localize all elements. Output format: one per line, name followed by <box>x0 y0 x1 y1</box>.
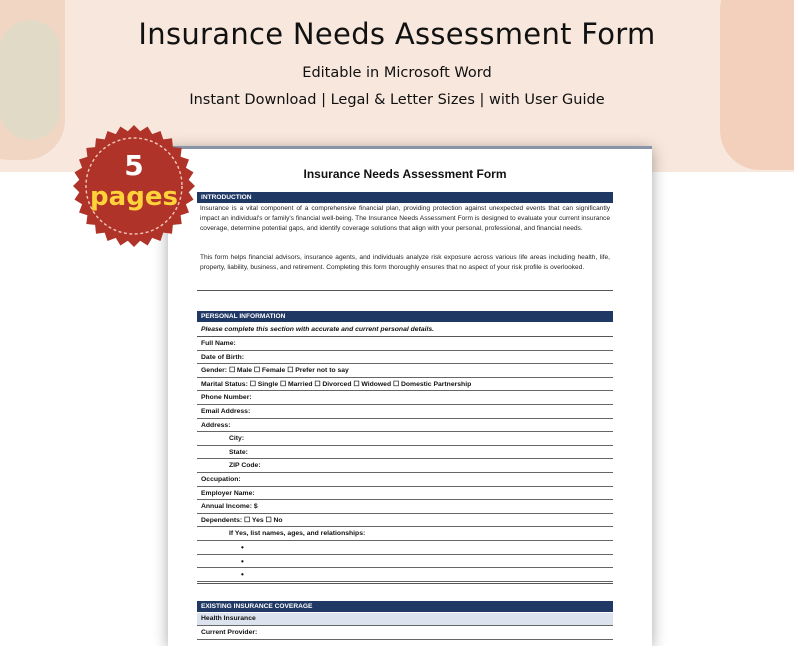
product-features: Instant Download | Legal & Letter Sizes | with User Guide <box>189 92 605 108</box>
field-phone-number: Phone Number: <box>197 391 613 405</box>
page-top-border <box>168 146 652 149</box>
field-occupation: Occupation: <box>197 473 613 487</box>
product-subtitle: Editable in Microsoft Word <box>302 65 492 81</box>
section-heading-introduction: INTRODUCTION <box>197 192 613 203</box>
field-marital-status: Marital Status: ☐ Single ☐ Married ☐ Divorced ☐ Widowed ☐ Domestic Partnership <box>197 378 613 392</box>
field-health-insurance: Health Insurance <box>197 613 613 626</box>
field-city: City: <box>197 432 613 446</box>
field-gender: Gender: ☐ Male ☐ Female ☐ Prefer not to say <box>197 364 613 378</box>
document-page-preview <box>168 146 652 646</box>
field-email-address: Email Address: <box>197 405 613 419</box>
bullet-line: • <box>197 541 613 555</box>
field-dependents-details: If Yes, list names, ages, and relationships: <box>197 527 613 541</box>
field-zip-code: ZIP Code: <box>197 459 613 473</box>
section-heading-personal-information: PERSONAL INFORMATION <box>197 311 613 322</box>
field-state: State: <box>197 446 613 460</box>
divider <box>197 583 613 584</box>
field-date-of-birth: Date of Birth: <box>197 351 613 365</box>
bullet-line: • <box>197 555 613 569</box>
field-dependents: Dependents: ☐ Yes ☐ No <box>197 514 613 528</box>
bullet-line: • <box>197 568 613 582</box>
intro-paragraph-2: This form helps financial advisors, insurance agents, and individuals analyze risk exposure across various life areas including health, life, property, liability, business, and retirement. Completing this form thoroughly ensures that no aspect of your risk profile is overlooked. <box>200 254 610 272</box>
field-full-name: Full Name: <box>197 337 613 351</box>
badge-page-count: 5 <box>124 149 144 182</box>
intro-paragraph-1: Insurance is a vital component of a comprehensive financial plan, providing protection against unexpected events that can significantly impact an individual's or family's financial well-being. The Insurance Needs Assessment Form is designed to evaluate your current insurance coverage, determine potential gaps, and identify coverage solutions that align with your personal, professional, and financial needs. <box>200 205 610 233</box>
field-employer-name: Employer Name: <box>197 487 613 501</box>
field-current-provider: Current Provider: <box>197 626 613 640</box>
field-address: Address: <box>197 419 613 433</box>
badge-pages-label: pages <box>90 182 178 212</box>
field-annual-income: Annual Income: $ <box>197 500 613 514</box>
personal-instruction: Please complete this section with accurate and current personal details. <box>201 326 435 333</box>
document-title: Insurance Needs Assessment Form <box>303 167 507 181</box>
divider <box>197 290 613 291</box>
product-title: Insurance Needs Assessment Form <box>138 17 656 51</box>
section-heading-existing-coverage: EXISTING INSURANCE COVERAGE <box>197 601 613 612</box>
